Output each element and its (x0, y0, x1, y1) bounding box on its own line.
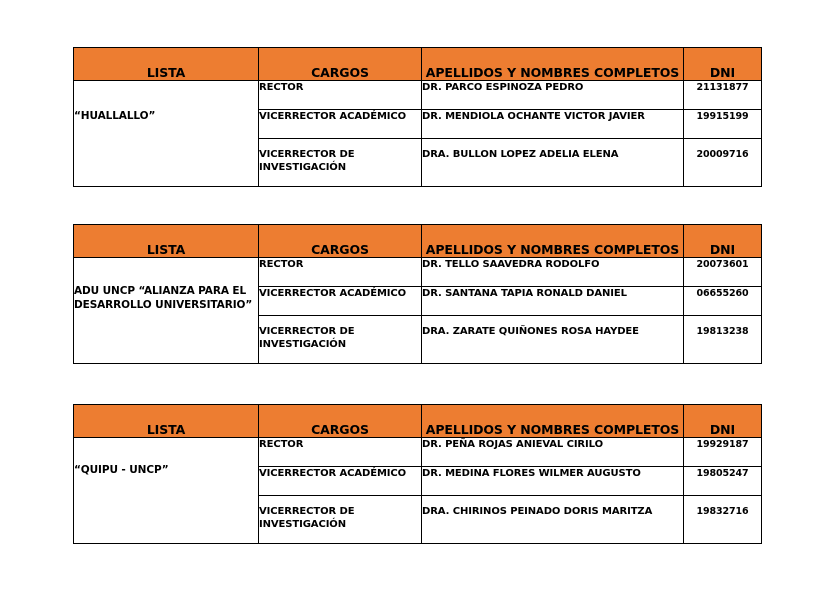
cargo-cell: VICERRECTOR DE INVESTIGACIÓN (259, 496, 422, 544)
dni-cell: 19832716 (684, 496, 762, 544)
dni-cell: 20009716 (684, 139, 762, 187)
table-header-row (74, 405, 762, 438)
cargo-cell: VICERRECTOR ACADÉMICO (259, 110, 422, 139)
cargo-cell: VICERRECTOR DE INVESTIGACIÓN (259, 139, 422, 187)
header-cargos: CARGOS (259, 225, 422, 258)
dni-cell: 19805247 (684, 467, 762, 496)
dni-cell: 19915199 (684, 110, 762, 139)
dni-cell: 06655260 (684, 287, 762, 316)
header-lista: LISTA (74, 405, 259, 438)
nombre-cell: DR. MEDINA FLORES WILMER AUGUSTO (422, 467, 684, 496)
nombre-cell: DR. MENDIOLA OCHANTE VICTOR JAVIER (422, 110, 684, 139)
nombre-cell: DRA. BULLON LOPEZ ADELIA ELENA (422, 139, 684, 187)
header-lista: LISTA (74, 225, 259, 258)
dni-cell: 20073601 (684, 258, 762, 287)
header-cargos: CARGOS (259, 405, 422, 438)
cargo-cell: RECTOR (259, 438, 422, 467)
lista-name: “QUIPU - UNCP” (74, 438, 259, 544)
nombre-cell: DR. PEÑA ROJAS ANIEVAL CIRILO (422, 438, 684, 467)
header-nombres: APELLIDOS Y NOMBRES COMPLETOS (422, 225, 684, 258)
lista-table-adu-uncp (73, 224, 762, 364)
dni-cell: 19813238 (684, 316, 762, 364)
table-row (74, 81, 762, 110)
table-row (74, 258, 762, 287)
header-cargos: CARGOS (259, 48, 422, 81)
table-header-row (74, 48, 762, 81)
header-nombres: APELLIDOS Y NOMBRES COMPLETOS (422, 48, 684, 81)
cargo-cell: RECTOR (259, 81, 422, 110)
dni-cell: 19929187 (684, 438, 762, 467)
lista-name: “HUALLALLO” (74, 81, 259, 187)
cargo-cell: VICERRECTOR DE INVESTIGACIÓN (259, 316, 422, 364)
lista-name: ADU UNCP “ALIANZA PARA EL DESARROLLO UNIVERSITARIO” (74, 258, 259, 364)
cargo-cell: VICERRECTOR ACADÉMICO (259, 287, 422, 316)
nombre-cell: DR. SANTANA TAPIA RONALD DANIEL (422, 287, 684, 316)
table-header-row (74, 225, 762, 258)
header-lista: LISTA (74, 48, 259, 81)
header-dni: DNI (684, 405, 762, 438)
cargo-cell: RECTOR (259, 258, 422, 287)
dni-cell: 21131877 (684, 81, 762, 110)
nombre-cell: DR. TELLO SAAVEDRA RODOLFO (422, 258, 684, 287)
header-dni: DNI (684, 48, 762, 81)
table-row (74, 438, 762, 467)
nombre-cell: DRA. ZARATE QUIÑONES ROSA HAYDEE (422, 316, 684, 364)
header-dni: DNI (684, 225, 762, 258)
header-nombres: APELLIDOS Y NOMBRES COMPLETOS (422, 405, 684, 438)
lista-table-quipu-uncp (73, 404, 762, 544)
nombre-cell: DR. PARCO ESPINOZA PEDRO (422, 81, 684, 110)
nombre-cell: DRA. CHIRINOS PEINADO DORIS MARITZA (422, 496, 684, 544)
cargo-cell: VICERRECTOR ACADÉMICO (259, 467, 422, 496)
lista-table-huallallo (73, 47, 762, 187)
